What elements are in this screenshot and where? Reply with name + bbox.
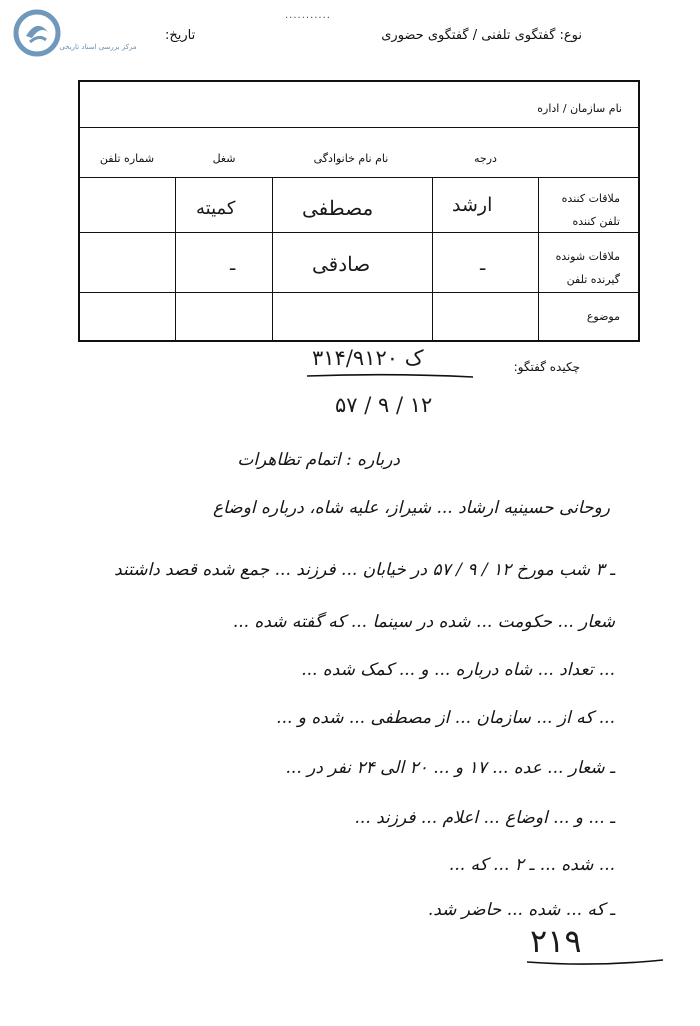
- page-number: ۲۱۹: [530, 922, 582, 960]
- visitor-rank: ارشد: [452, 194, 493, 216]
- table-rule: [80, 177, 638, 178]
- letter-line: ... شده ... ـ ۲ ... که ...: [448, 855, 615, 875]
- letter-line: ـ شعار ... عده ... ۱۷ و ... ۲۰ الی ۲۴ نفر در ...: [285, 758, 615, 778]
- archive-org-name: مرکز بررسی اسناد تاریخی: [59, 43, 137, 51]
- receiver-label: گیرنده تلفن: [566, 273, 620, 286]
- letter-line: ـ ۳ شب مورخ ۱۲ / ۹ / ۵۷ در خیابان ... فرزند ... جمع شده قصد داشتند: [114, 560, 615, 580]
- reference-date: ۱۲ / ۹ / ۵۷: [335, 393, 433, 417]
- letter-line: ... تعداد ... شاه درباره ... و ... کمک شده ...: [301, 660, 615, 680]
- summary-label: چکیده گفتگو:: [513, 360, 580, 374]
- table-col-rule: [538, 177, 539, 340]
- col-phone: شماره تلفن: [99, 152, 155, 165]
- table-rule: [80, 127, 638, 128]
- letter-line: ـ که ... شده ... حاضر شد.: [427, 900, 615, 920]
- col-rank: درجه: [474, 152, 497, 165]
- letter-line: روحانی حسینیه ارشاد ... شیراز، علیه شاه، درباره اوضاع: [212, 498, 610, 518]
- caller-label: تلفن کننده: [572, 215, 620, 228]
- visitor-label: ملاقات کننده: [561, 192, 620, 205]
- reference-underline: [305, 372, 475, 380]
- conversation-type: نوع: گفتگوی تلفنی / گفتگوی حضوری: [381, 28, 582, 43]
- form-table: [78, 80, 640, 342]
- visited-job: ـ: [230, 254, 236, 275]
- visitor-job: کمیته: [196, 198, 236, 219]
- org-label: نام سازمان / اداره: [537, 102, 622, 115]
- reference-number: ک ۳۱۴/۹۱۲۰: [312, 346, 424, 370]
- letter-line: ـ ... و ... اوضاع ... اعلام ... فرزند ...: [354, 808, 615, 828]
- archive-center-logo-icon: [12, 8, 62, 58]
- letter-line: شعار ... حکومت ... شده در سینما ... که گفته شده ...: [232, 612, 615, 632]
- table-rule: [80, 292, 638, 293]
- subject-label: موضوع: [586, 310, 620, 323]
- header-dots: ...........: [285, 10, 331, 21]
- col-name: نام نام خانوادگی: [313, 152, 389, 165]
- visitor-name: مصطفی: [302, 196, 374, 220]
- table-rule: [80, 232, 638, 233]
- date-label: تاریخ:: [165, 28, 196, 43]
- letter-line: ... که از ... سازمان ... از مصطفی ... شده و ...: [276, 708, 615, 728]
- table-col-rule: [175, 177, 176, 340]
- page-number-underline: [525, 958, 665, 968]
- table-col-rule: [272, 177, 273, 340]
- visited-name: صادقی: [312, 252, 371, 276]
- letter-line: درباره : اتمام تظاهرات: [237, 450, 400, 470]
- archive-logo: [12, 8, 132, 68]
- table-col-rule: [432, 177, 433, 340]
- visited-rank: ـ: [480, 254, 486, 275]
- visited-label: ملاقات شونده: [555, 250, 620, 263]
- col-job: شغل: [212, 152, 236, 165]
